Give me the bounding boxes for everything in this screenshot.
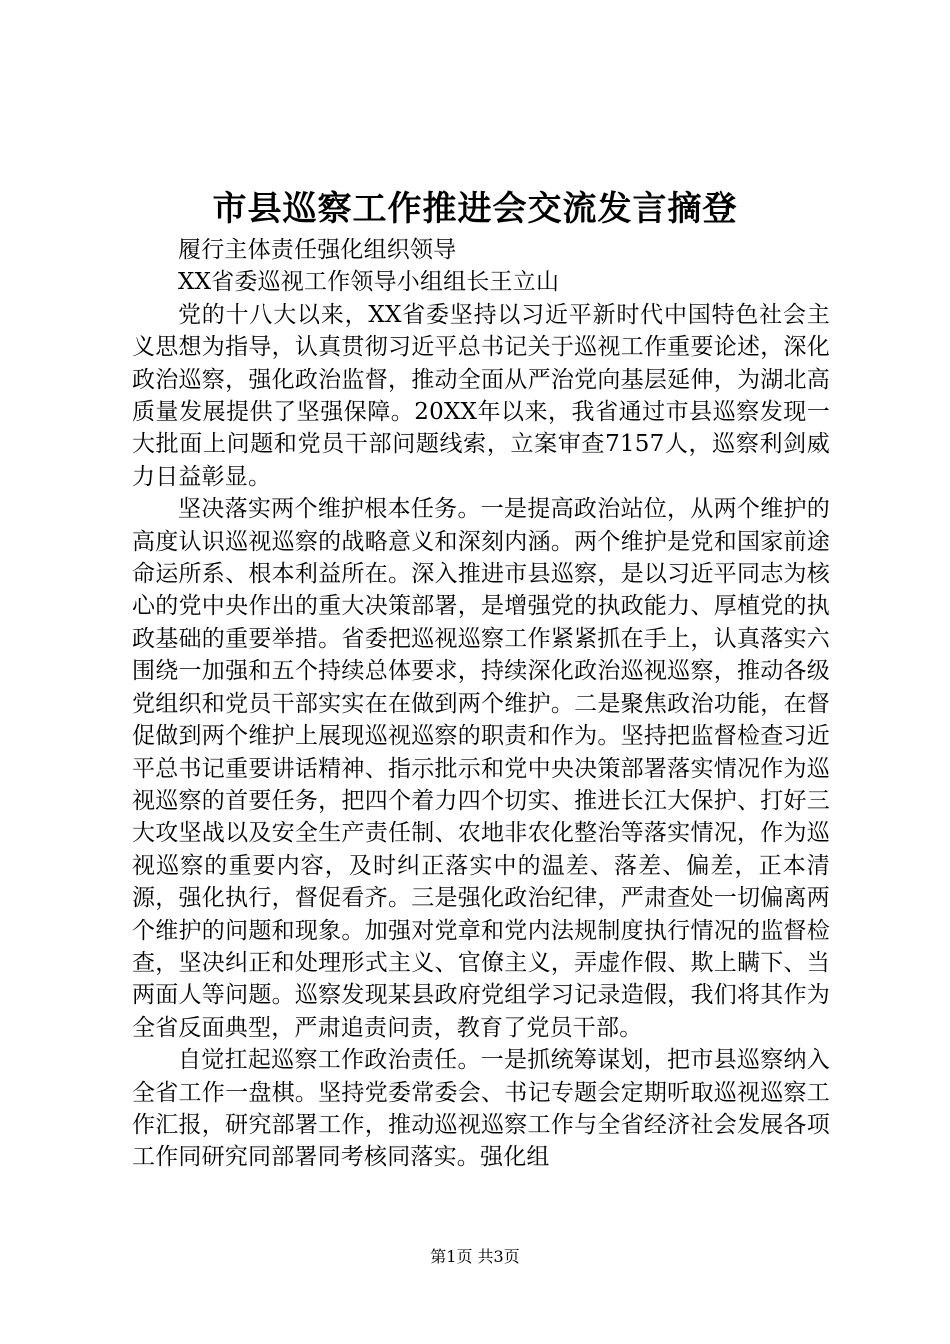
document-byline: XX省委巡视工作领导小组组长王立山	[178, 269, 560, 296]
paragraph: 坚决落实两个维护根本任务。一是提高政治站位，从两个维护的高度认识巡视巡察的战略意义和深刻内涵。两个维护是党和国家前途命运所系、根本利益所在。深入推进市县巡察，是以习近平同志为核心的党中央作出的重大决策部署，是增强党的执政能力、厚植党的执政基础的重要举措。省委把巡视巡察工作紧紧抓在手上，认真落实六围绕一加强和五个持续总体要求，持续深化政治巡视巡察，推动各级党组织和党员干部实实在在做到两个维护。二是聚焦政治功能，在督促做到两个维护上展现巡视巡察的职责和作为。坚持把监督检查习近平总书记重要讲话精神、指示批示和党中央决策部署落实情况作为巡视巡察的首要任务，把四个着力四个切实、推进长江大保护、打好三大攻坚战以及安全生产责任制、农地非农化整治等落实情况，作为巡视巡察的重要内容，及时纠正落实中的温差、落差、偏差，正本清源，强化执行，督促看齐。三是强化政治纪律，严肃查处一切偏离两个维护的问题和现象。加强对党章和党内法规制度执行情况的监督检查，坚决纠正和处理形式主义、官僚主义，弄虚作假、欺上瞒下、当两面人等问题。巡察发现某县政府党组学习记录造假，我们将其作为全省反面典型，严肃追责问责，教育了党员干部。	[132, 496, 830, 1041]
paragraph: 自觉扛起巡察工作政治责任。一是抓统筹谋划，把市县巡察纳入全省工作一盘棋。坚持党委常委会、书记专题会定期听取巡视巡察工作汇报，研究部署工作，推动巡视巡察工作与全省经济社会发展各项工作同研究同部署同考核同落实。强化组	[132, 1047, 830, 1171]
document-subtitle: 履行主体责任强化组织领导	[178, 237, 457, 263]
document-title: 市县巡察工作推进会交流发言摘登	[212, 189, 738, 229]
page-number: 第1页 共3页	[430, 1247, 520, 1266]
paragraph: 党的十八大以来，XX省委坚持以习近平新时代中国特色社会主义思想为指导，认真贯彻习近平总书记关于巡视工作重要论述，深化政治巡察，强化政治监督，推动全面从严治党向基层延伸，为湖北高质量发展提供了坚强保障。20XX年以来，我省通过市县巡察发现一大批面上问题和党员干部问题线索，立案审查7157人，巡察利剑威力日益彰显。	[132, 301, 830, 490]
document-body	[132, 234, 830, 1174]
